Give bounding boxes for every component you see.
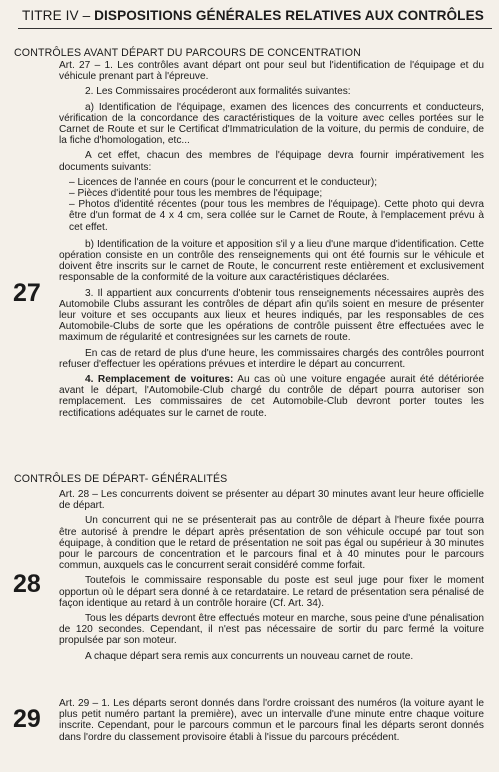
paragraph: A cet effet, chacun des membres de l'équipage devra fournir impérativement les documents suivants: [59, 150, 484, 173]
paragraph: a) Identification de l'équipage, examen des licences des concurrents et conducteurs, vérification de la concordance des caractéristiques de la voiture avec celles portées sur le Carnet de Route et sur le Certificat d'Immatriculation de la voiture, du permis de conduire, de la fiche d'homologation, etc... [59, 101, 484, 147]
article-29-text [59, 698, 484, 747]
paragraph: En cas de retard de plus d'une heure, les commissaires chargés des contrôles pourront refuser d'effectuer les opérations prévues et interdire le départ au concurrent. [59, 347, 484, 370]
title-main: DISPOSITIONS GÉNÉRALES RELATIVES AUX CONTRÔLES [94, 8, 484, 23]
paragraph: Art. 29 – 1. Les départs seront donnés dans l'ordre croissant des numéros (la voiture ayant le plus petit numéro partant la première), avec un intervalle d'une minute entre chaque voiture inscrite. Cependant, pour le parcours commun et le parcours final les départs seront donnés dans l'ordre du classement provisoire établi à l'issue du parcours précédent. [59, 698, 484, 743]
paragraph: Tous les départs devront être effectués moteur en marche, sous peine d'une pénalisation de 120 secondes. Cependant, il n'est pas nécessaire de sortir du parc fermé la voiture propulsée par son moteur. [59, 613, 484, 647]
bold-lead: 4. Remplacement de voitures: [85, 374, 234, 386]
article-number-27: 27 [13, 279, 41, 307]
paragraph: 2. Les Commissaires procéderont aux formalités suivantes: [85, 86, 351, 98]
paragraph: 3. Il appartient aux concurrents d'obtenir tous renseignements nécessaires auprès des Automobile Clubs assurant les contrôles de départ afin qu'ils soient en mesure de présenter leur voiture et ses occupants aux lieux et heures indiqués, par les responsables de ces Automobile-Clubs de sorte que les opérations de contrôle puissent être effectuées avec le maximum de régularité et contresignées sur les carnets de route. [59, 287, 484, 344]
paragraph: Art. 28 – Les concurrents doivent se présenter au départ 30 minutes avant leur heure officielle de départ. [59, 489, 484, 512]
section-heading-controles-avant-depart: CONTRÔLES AVANT DÉPART DU PARCOURS DE CONCENTRATION [14, 47, 361, 59]
list-item: – Pièces d'identité pour tous les membres de l'équipage; [69, 188, 323, 200]
paragraph: Art. 27 – 1. Les contrôles avant départ ont pour seul but l'identification de l'équipage et du véhicule prenant part à l'épreuve. [59, 60, 484, 83]
article-28-text [59, 489, 484, 666]
list-item: – Photos d'identité récentes (pour tous les membres de l'équipage). Cette photo qui devra être d'un format de 4 x 4 cm, sera collée sur le Carnet de Route, à l'emplacement prévu à cet effet. [69, 199, 484, 233]
title-underline [18, 28, 492, 29]
section-heading-controles-de-depart: CONTRÔLES DE DÉPART- GÉNÉRALITÉS [14, 473, 228, 485]
paragraph: A chaque départ sera remis aux concurrents un nouveau carnet de route. [85, 650, 414, 662]
paragraph: b) Identification de la voiture et apposition s'il y a lieu d'une marque d'identification. Cette opération consiste en un contrôle des renseignements qui ont été fournis sur le véhicule et doivent être inscrits sur le carnet de Route, le concurrent reste entièrement et exclusivement responsable de la conformité de la voiture aux caractéristiques déclarées. [59, 238, 484, 284]
paragraph: Toutefois le commissaire responsable du poste est seul juge pour fixer le moment opportun où le départ sera donné à ce retardataire. Le retard de présentation sera pénalisé de façon identique au retard à un contrôle horaire (Cf. Art. 34). [59, 575, 484, 609]
paragraph-remplacement [59, 374, 484, 419]
list-item: – Licences de l'année en cours (pour le concurrent et le conducteur); [69, 176, 378, 188]
article-number-28: 28 [13, 570, 41, 598]
article-27-text [59, 60, 484, 423]
bold-rest: Au cas où une voiture engagée aurait été détériorée avant le départ, l'Automobile-Club chargé du contrôle de départ pourra autoriser son remplacement. Les commissaires de cet Automobile-Club devront porter toutes les rectifications adéquates sur le carnet de route. [59, 374, 484, 419]
title-prefix: TITRE IV – [22, 8, 95, 23]
page-title [22, 8, 492, 23]
paragraph: Un concurrent qui ne se présenterait pas au contrôle de départ à l'heure fixée pourra être autorisé à prendre le départ après présentation de son véhicule occupé par tout son équipage, à condition que le retard de présentation ne soit pas égal ou supérieur à 30 minutes pour le parcours de concentration et le parcours final et à 40 minutes pour le parcours commun, auxquels cas le concurrent serait considéré comme forfait. [59, 515, 484, 572]
article-number-29: 29 [13, 705, 41, 733]
